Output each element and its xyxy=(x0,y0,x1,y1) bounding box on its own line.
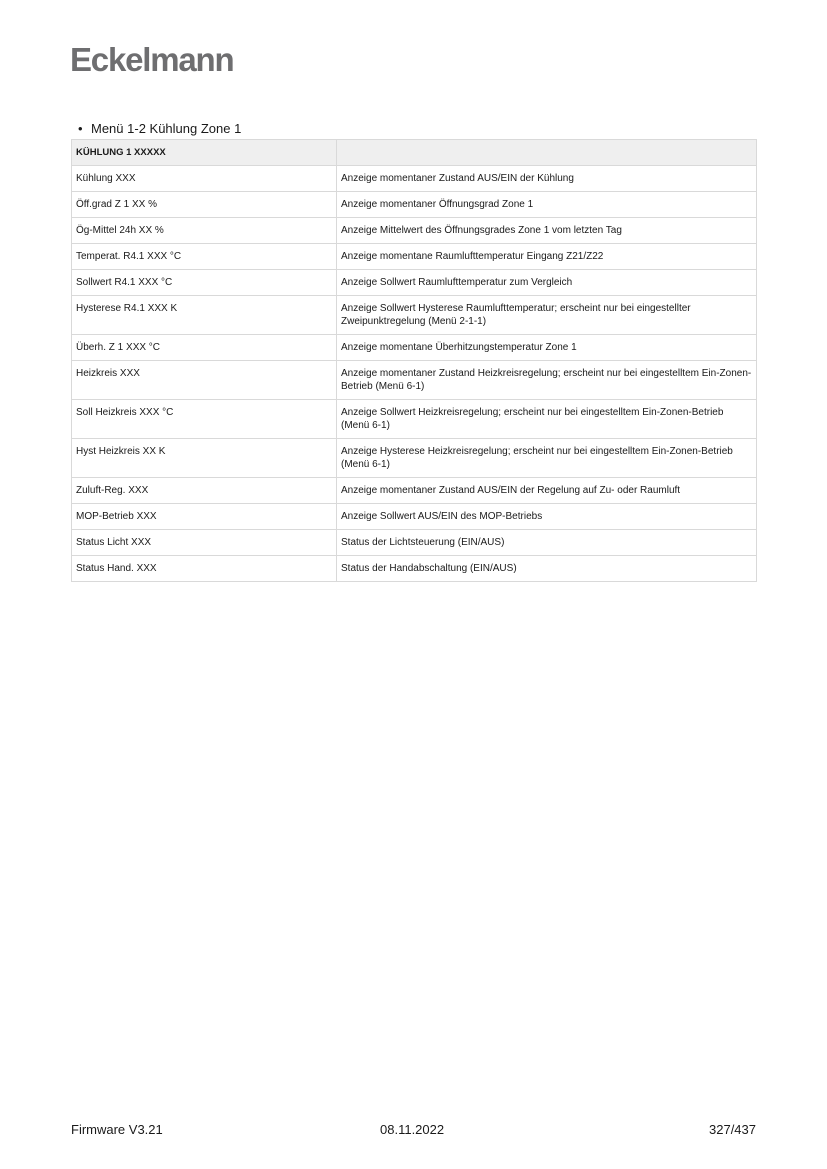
section-title: Menü 1-2 Kühlung Zone 1 xyxy=(91,121,242,136)
table-cell-parameter: Sollwert R4.1 XXX °C xyxy=(72,270,337,296)
table-row xyxy=(72,400,757,439)
table-cell-parameter: Öff.grad Z 1 XX % xyxy=(72,192,337,218)
table-row xyxy=(72,361,757,400)
table-row xyxy=(72,270,757,296)
table-row xyxy=(72,504,757,530)
table-cell-parameter: Status Licht XXX xyxy=(72,530,337,556)
table-cell-parameter: Hyst Heizkreis XX K xyxy=(72,439,337,478)
table-row xyxy=(72,556,757,582)
bullet-icon: • xyxy=(78,121,83,136)
table-header-row xyxy=(72,140,757,166)
table-row xyxy=(72,478,757,504)
table-cell-description: Anzeige momentane Raumlufttemperatur Eingang Z21/Z22 xyxy=(337,244,757,270)
table-cell-parameter: Kühlung XXX xyxy=(72,166,337,192)
table-cell-parameter: Zuluft-Reg. XXX xyxy=(72,478,337,504)
table-row xyxy=(72,530,757,556)
table-cell-parameter: Status Hand. XXX xyxy=(72,556,337,582)
table-cell-description: Anzeige momentane Überhitzungstemperatur Zone 1 xyxy=(337,335,757,361)
footer-date: 08.11.2022 xyxy=(380,1122,445,1137)
table-cell-parameter: Heizkreis XXX xyxy=(72,361,337,400)
table-row xyxy=(72,335,757,361)
table-cell-parameter: Hysterese R4.1 XXX K xyxy=(72,296,337,335)
company-logo: Eckelmann xyxy=(70,41,234,78)
menu-table xyxy=(71,139,757,582)
table-cell-parameter: MOP-Betrieb XXX xyxy=(72,504,337,530)
table-cell-description: Anzeige momentaner Öffnungsgrad Zone 1 xyxy=(337,192,757,218)
table-header-cell xyxy=(337,140,757,166)
table-cell-description: Status der Handabschaltung (EIN/AUS) xyxy=(337,556,757,582)
table-row xyxy=(72,192,757,218)
table-cell-description: Anzeige Sollwert AUS/EIN des MOP-Betriebs xyxy=(337,504,757,530)
table-cell-description: Anzeige momentaner Zustand Heizkreisregelung; erscheint nur bei eingestelltem Ein-Zonen-Betrieb (Menü 6-1) xyxy=(337,361,757,400)
table-cell-parameter: Überh. Z 1 XXX °C xyxy=(72,335,337,361)
table-cell-description: Anzeige Sollwert Heizkreisregelung; erscheint nur bei eingestelltem Ein-Zonen-Betrieb (Menü 6-1) xyxy=(337,400,757,439)
table-cell-description: Anzeige Mittelwert des Öffnungsgrades Zone 1 vom letzten Tag xyxy=(337,218,757,244)
table-header-cell: KÜHLUNG 1 XXXXX xyxy=(72,140,337,166)
table-row xyxy=(72,166,757,192)
table-row xyxy=(72,439,757,478)
table-cell-description: Anzeige Sollwert Raumlufttemperatur zum Vergleich xyxy=(337,270,757,296)
table-cell-parameter: Ög-Mittel 24h XX % xyxy=(72,218,337,244)
table-row xyxy=(72,218,757,244)
table-cell-description: Anzeige momentaner Zustand AUS/EIN der Kühlung xyxy=(337,166,757,192)
footer-page-number: 327/437 xyxy=(709,1122,756,1137)
table-cell-description: Anzeige momentaner Zustand AUS/EIN der Regelung auf Zu- oder Raumluft xyxy=(337,478,757,504)
table-cell-description: Anzeige Sollwert Hysterese Raumlufttemperatur; erscheint nur bei eingestellter Zweipunktregelung (Menü 2-1-1) xyxy=(337,296,757,335)
table-row xyxy=(72,244,757,270)
table-cell-description: Anzeige Hysterese Heizkreisregelung; erscheint nur bei eingestelltem Ein-Zonen-Betrieb (Menü 6-1) xyxy=(337,439,757,478)
table-cell-parameter: Temperat. R4.1 XXX °C xyxy=(72,244,337,270)
table-cell-parameter: Soll Heizkreis XXX °C xyxy=(72,400,337,439)
table-row xyxy=(72,296,757,335)
section-heading xyxy=(78,120,241,138)
table-cell-description: Status der Lichtsteuerung (EIN/AUS) xyxy=(337,530,757,556)
footer-firmware-version: Firmware V3.21 xyxy=(71,1122,163,1137)
